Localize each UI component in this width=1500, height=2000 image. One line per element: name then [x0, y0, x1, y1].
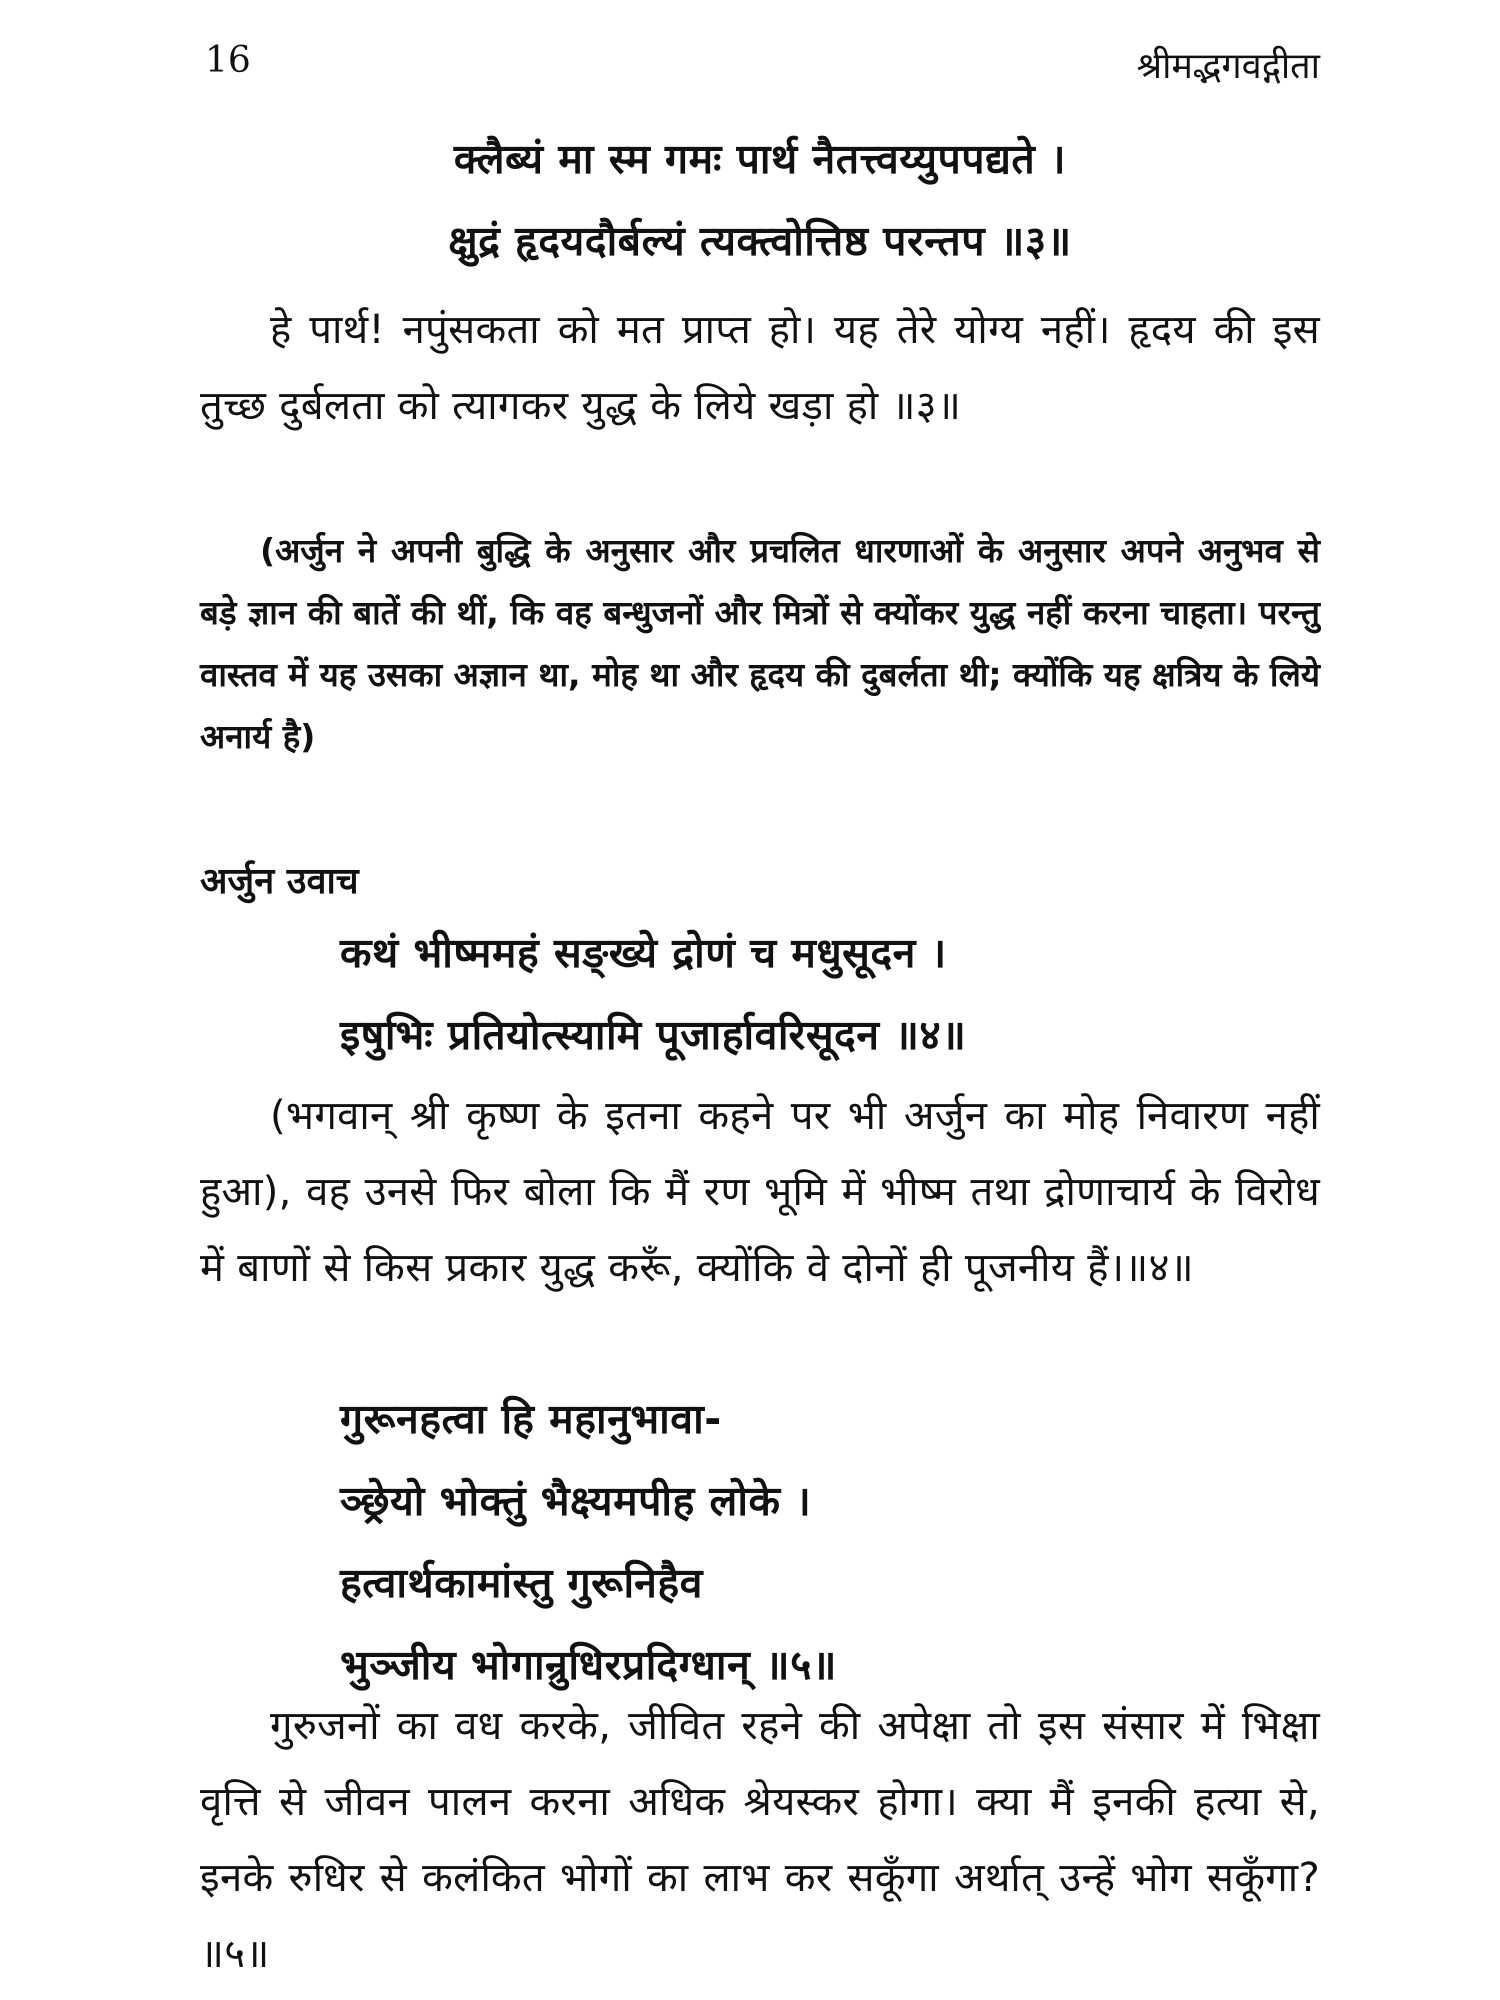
verse-5-line-4: भुञ्जीय भोगान्रुधिरप्रदिग्धान् ॥५॥ [340, 1641, 837, 1689]
verse-4-line-1: कथं भीष्ममहं सङ्ख्ये द्रोणं च मधुसूदन । [340, 929, 947, 977]
verse-5 [340, 1378, 1340, 1706]
speaker-label: अर्जुन उवाच [200, 861, 359, 902]
running-title: श्रीमद्भगवद्गीता [1136, 46, 1320, 87]
translation-4: (भगवान् श्री कृष्ण के इतना कहने पर भी अर्जुन का मोह निवारण नहीं हुआ), वह उनसे फिर बोला कि मैं रण भूमि में भीष्म तथा द्रोणाचार्य के विरोध में बाणों से किस प्रकार युद्ध करूँ, क्योंकि वे दोनों ही पूजनीय हैं।॥४॥ [200, 1093, 1320, 1291]
verse-3 [200, 118, 1320, 282]
translation-5: गुरुजनों का वध करके, जीवित रहने की अपेक्षा तो इस संसार में भिक्षा वृत्ति से जीवन पालन करना अधिक श्रेयस्कर होगा। क्या मैं इनकी हत्या से, इनके रुधिर से कलंकित भोगों का लाभ कर सकूँगा अर्थात् उन्हें भोग सकूँगा? ॥५॥ [200, 1703, 1320, 1977]
page-header [205, 40, 1320, 100]
verse-5-line-2: ञ्छ्रेयो भोक्तुं भैक्ष्यमपीह लोके । [340, 1477, 812, 1525]
page-number: 16 [205, 40, 251, 81]
verse-4-line-2: इषुभिः प्रतियोत्स्यामि पूजार्हावरिसूदन ॥४॥ [340, 1011, 967, 1059]
verse-5-line-1: गुरूनहत्वा हि महानुभावा- [340, 1395, 722, 1443]
verse-3-line-2: क्षुद्रं हृदयदौर्बल्यं त्यक्त्वोत्तिष्ठ परन्तप ॥३॥ [448, 217, 1072, 265]
translation-3: हे पार्थ! नपुंसकता को मत प्राप्त हो। यह तेरे योग्य नहीं। हृदय की इस तुच्छ दुर्बलता को त्यागकर युद्ध के लिये खड़ा हो ॥३॥ [200, 307, 1320, 429]
verse-5-line-3: हत्वार्थकामांस्तु गुरूनिहैव [340, 1559, 703, 1607]
verse-3-line-1: क्लैब्यं मा स्म गमः पार्थ नैतत्त्वय्युपपद्यते । [453, 135, 1067, 183]
verse-4 [340, 912, 1340, 1076]
commentary-3: (अर्जुन ने अपनी बुद्धि के अनुसार और प्रचलित धारणाओं के अनुसार अपने अनुभव से बड़े ज्ञान की बातें की थीं, कि वह बन्धुजनों और मित्रों से क्योंकर युद्ध नहीं करना चाहता। परन्तु वास्तव में यह उसका अज्ञान था, मोह था और हृदय की दुबर्लता थी; क्योंकि यह क्षत्रिय के लिये अनार्य है) [200, 531, 1320, 756]
